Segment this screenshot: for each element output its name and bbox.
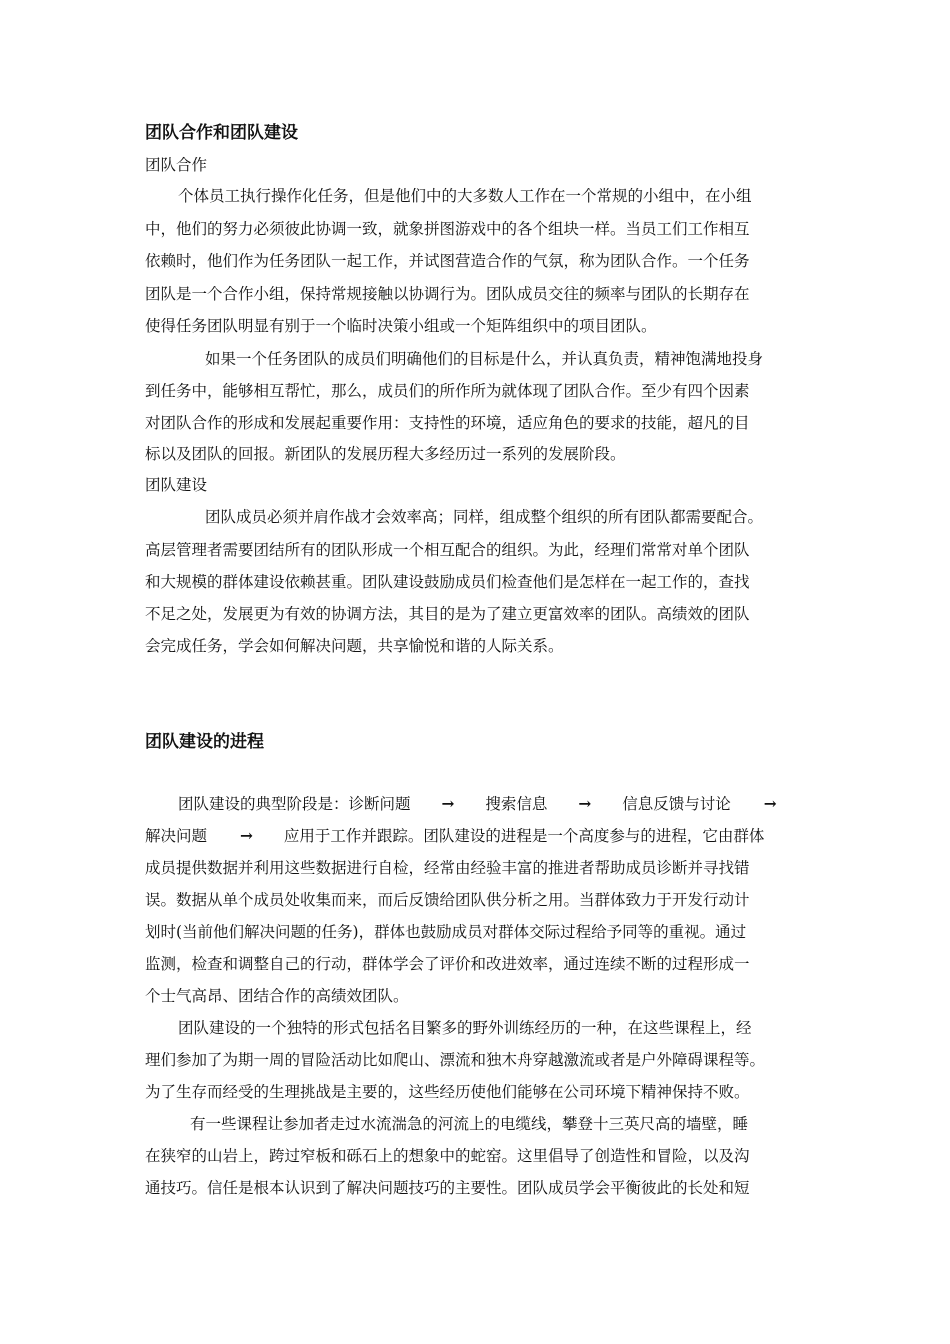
paragraph-line: 通技巧。信任是根本认识到了解决问题技巧的主要性。团队成员学会平衡彼此的长处和短 bbox=[145, 1179, 750, 1197]
paragraph-line: 个体员工执行操作化任务，但是他们中的大多数人工作在一个常规的小组中，在小组 bbox=[178, 187, 752, 205]
stages-line-cont bbox=[145, 821, 825, 851]
paragraph-line: 到任务中，能够相互帮忙，那么，成员们的所作所为就体现了团队合作。至少有四个因素 bbox=[145, 382, 750, 400]
stage-solve: 解决问题 bbox=[145, 827, 208, 845]
stages-line bbox=[178, 789, 858, 819]
stage-search-info: 搜索信息 bbox=[485, 795, 548, 813]
stage-feedback: 信息反馈与讨论 bbox=[622, 795, 731, 813]
paragraph-line: 和大规模的群体建设依赖甚重。团队建设鼓励成员们检查他们是怎样在一起工作的，查找 bbox=[145, 573, 750, 591]
paragraph-line: 有一些课程让参加者走过水流湍急的河流上的电缆线，攀登十三英尺高的墙壁，睡 bbox=[190, 1115, 749, 1133]
arrow-icon: → bbox=[441, 794, 455, 813]
paragraph-line: 高层管理者需要团结所有的团队形成一个相互配合的组织。为此，经理们常常对单个团队 bbox=[145, 541, 750, 559]
arrow-icon: → bbox=[239, 826, 253, 845]
stage-diagnose: 团队建设的典型阶段是：诊断问题 bbox=[178, 795, 411, 813]
paragraph-line: 个士气高昂、团结合作的高绩效团队。 bbox=[145, 987, 409, 1005]
subheading-teambuilding: 团队建设 bbox=[145, 476, 208, 494]
paragraph-line: 如果一个任务团队的成员们明确他们的目标是什么，并认真负责，精神饱满地投身 bbox=[205, 350, 764, 368]
paragraph-line: 不足之处，发展更为有效的协调方法，其目的是为了建立更富效率的团队。高绩效的团队 bbox=[145, 605, 750, 623]
arrow-icon: → bbox=[763, 794, 777, 813]
paragraph-line: 成员提供数据并利用这些数据进行自检，经常由经验丰富的推进者帮助成员诊断并寻找错 bbox=[145, 859, 750, 877]
heading-teamwork-and-teambuilding: 团队合作和团队建设 bbox=[145, 123, 298, 143]
paragraph-line: 团队成员必须并肩作战才会效率高；同样，组成整个组织的所有团队都需要配合。 bbox=[205, 508, 764, 526]
paragraph-line: 中，他们的努力必须彼此协调一致，就象拼图游戏中的各个组块一样。当员工们工作相互 bbox=[145, 220, 750, 238]
paragraph-line: 理们参加了为期一周的冒险活动比如爬山、漂流和独木舟穿越激流或者是户外障碍课程等。 bbox=[145, 1051, 766, 1069]
paragraph-line: 标以及团队的回报。新团队的发展历程大多经历过一系列的发展阶段。 bbox=[145, 445, 626, 463]
paragraph-line: 误。数据从单个成员处收集而来，而后反馈给团队供分析之用。当群体致力于开发行动计 bbox=[145, 891, 750, 909]
heading-teambuilding-process: 团队建设的进程 bbox=[145, 732, 264, 752]
arrow-icon: → bbox=[578, 794, 592, 813]
paragraph-line: 对团队合作的形成和发展起重要作用：支持性的环境，适应角色的要求的技能，超凡的目 bbox=[145, 414, 750, 432]
paragraph-line: 在狭窄的山岩上，跨过窄板和砾石上的想象中的蛇窑。这里倡导了创造性和冒险，以及沟 bbox=[145, 1147, 750, 1165]
paragraph-line: 团队建设的一个独特的形式包括名目繁多的野外训练经历的一种，在这些课程上，经 bbox=[178, 1019, 752, 1037]
paragraph-line: 监测，检查和调整自己的行动，群体学会了评价和改进效率，通过连续不断的过程形成一 bbox=[145, 955, 750, 973]
subheading-teamwork: 团队合作 bbox=[145, 156, 208, 174]
paragraph-line: 为了生存而经受的生理挑战是主要的，这些经历使他们能够在公司环境下精神保持不败。 bbox=[145, 1083, 750, 1101]
paragraph-line: 使得任务团队明显有别于一个临时决策小组或一个矩阵组织中的项目团队。 bbox=[145, 317, 657, 335]
stage-apply: 应用于工作并跟踪。团队建设的进程是一个高度参与的进程，它由群体 bbox=[283, 827, 765, 845]
paragraph-line: 划时(当前他们解决问题的任务)，群体也鼓励成员对群体交际过程给予同等的重视。通过 bbox=[145, 923, 747, 941]
paragraph-line: 依赖时，他们作为任务团队一起工作，并试图营造合作的气氛，称为团队合作。一个任务 bbox=[145, 252, 750, 270]
paragraph-line: 团队是一个合作小组，保持常规接触以协调行为。团队成员交往的频率与团队的长期存在 bbox=[145, 285, 750, 303]
paragraph-line: 会完成任务，学会如何解决问题，共享愉悦和谐的人际关系。 bbox=[145, 637, 564, 655]
